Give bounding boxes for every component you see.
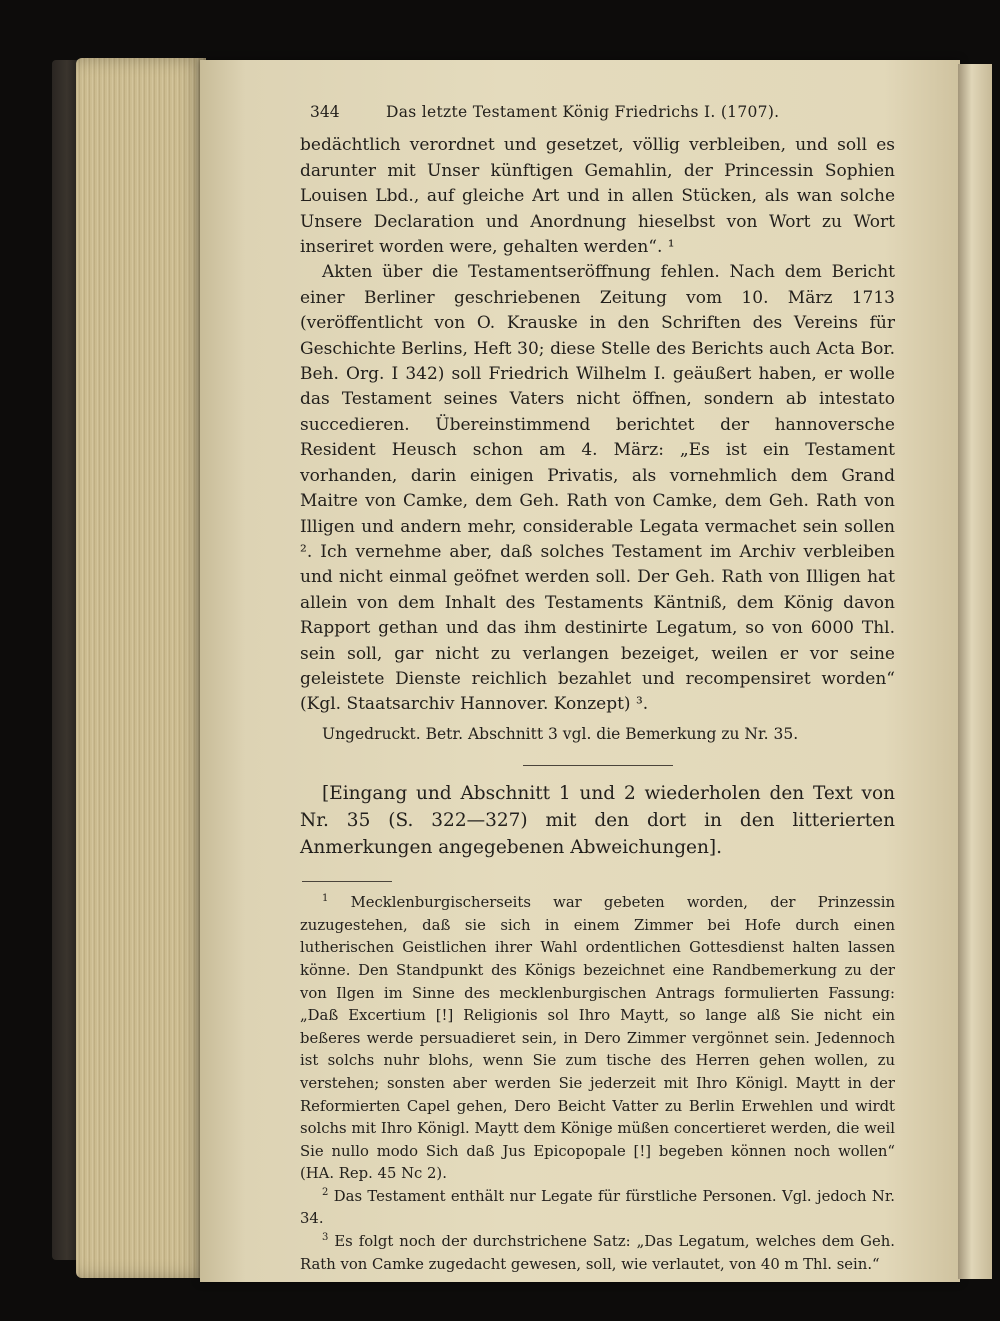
- running-head-title: Das letzte Testament König Friedrichs I. (1707).: [386, 103, 780, 121]
- footnote-1: [300, 892, 895, 1186]
- body-paragraph-testament-opening: Akten über die Testamentseröffnung fehlen. Nach dem Bericht einer Berliner geschriebenen Zeitung vom 10. März 1713 (veröffentlicht von O. Krauske in den Schriften des Vereins für Geschichte Berlins, Heft 30; diese Stelle des Berichts auch Acta Bor. Beh. Org. I 342) soll Friedrich Wilhelm I. geäußert haben, er wolle das Testament seines Vaters nicht öffnen, sondern ab intestato succedieren. Übereinstimmend berichtet der hannoversche Resident Heusch schon am 4. März: „Es ist ein Testament vorhanden, darin einigen Privatis, als vornehmlich dem Grand Maitre von Camke, dem Geh. Rath von Camke, dem Geh. Rath von Illigen und andern mehr, considerable Legata vermachet sein sollen ². Ich vernehme aber, daß solches Testament im Archiv verbleiben und nicht einmal geöfnet werden soll. Der Geh. Rath von Illigen hat allein von dem Inhalt des Testaments Käntniß, dem König davon Rapport gethan und das ihm destinirte Legatum, so von 6000 Thl. sein soll, gar nicht zu verlangen bezeiget, weilen er vor seine geleistete Dienste reichlich bezahlet und recompensiret worden“ (Kgl. Staatsarchiv Hannover. Konzept) ³.: [300, 262, 895, 715]
- footnote-2: [300, 1186, 895, 1231]
- facing-page-edge: [958, 64, 992, 1279]
- running-head: [310, 100, 895, 125]
- editorial-bracket-note: [Eingang und Abschnitt 1 und 2 wiederholen den Text von Nr. 35 (S. 322—327) mit den dort in den litterierten Anmerkungen angegebenen Abweichungen].: [300, 783, 895, 859]
- footnote-text: Das Testament enthält nur Legate für fürstliche Personen. Vgl. jedoch Nr. 34.: [300, 1187, 895, 1228]
- page-stack-edge: [76, 58, 206, 1278]
- footnote-mark: 2: [322, 1186, 329, 1198]
- footnote-mark: 3: [322, 1232, 329, 1244]
- footnote-mark: 1: [322, 893, 329, 905]
- page-number: 344: [310, 103, 340, 121]
- body-paragraph-continuation: bedächtlich verordnet und gesetzet, völlig verbleiben, und soll es darunter mit Unser künftigen Gemahlin, der Princessin Sophien Louisen Lbd., auf gleiche Art und in allen Stücken, als wan solche Unsere Declaration und Anordnung hieselbst von Wort zu Wort inseriret worden were, gehalten werden“. ¹: [300, 135, 895, 258]
- footnote-text: Mecklenburgischerseits war gebeten worden, der Prinzessin zuzugestehen, daß sie sich in einem Zimmer bei Hofe durch einen lutherischen Geistlichen ihrer Wahl ordentlichen Gottesdienst halten lassen könne. Den Standpunkt des Königs bezeichnet eine Randbemerkung zu der von Ilgen im Sinne des mecklenburgischen Antrags formulierten Fassung: „Daß Excertium [!] Religionis sol Ihro Maytt, so lange alß Sie nicht ein beßeres werde persuadieret sein, in Dero Zimmer vergönnet sein. Jedennoch ist solchs nuhr blohs, wenn Sie zum tische des Herren gehen wollen, zu verstehen; sonsten aber werden Sie jederzeit mit Ihro Königl. Maytt in der Reformierten Capel gehen, Dero Beicht Vatter zu Berlin Erwehlen und wirdt solchs mit Ihro Königl. Maytt dem Könige müßen concertieret werden, die weil Sie nullo modo Sich daß Jus Epicopopale [!] begeben können noch wollen“ (HA. Rep. 45 Nc 2).: [300, 894, 895, 1183]
- page-content: [300, 100, 895, 1276]
- footnote-3: [300, 1231, 895, 1276]
- footnote-rule: [302, 881, 392, 882]
- footnote-text: Es folgt noch der durchstrichene Satz: „Das Legatum, welches dem Geh. Rath von Camke zugedacht gewesen, soll, wie verlautet, von 40 m Thl. sein.“: [300, 1233, 895, 1273]
- section-divider: [523, 765, 673, 766]
- source-note: Ungedruckt. Betr. Abschnitt 3 vgl. die Bemerkung zu Nr. 35.: [322, 724, 799, 743]
